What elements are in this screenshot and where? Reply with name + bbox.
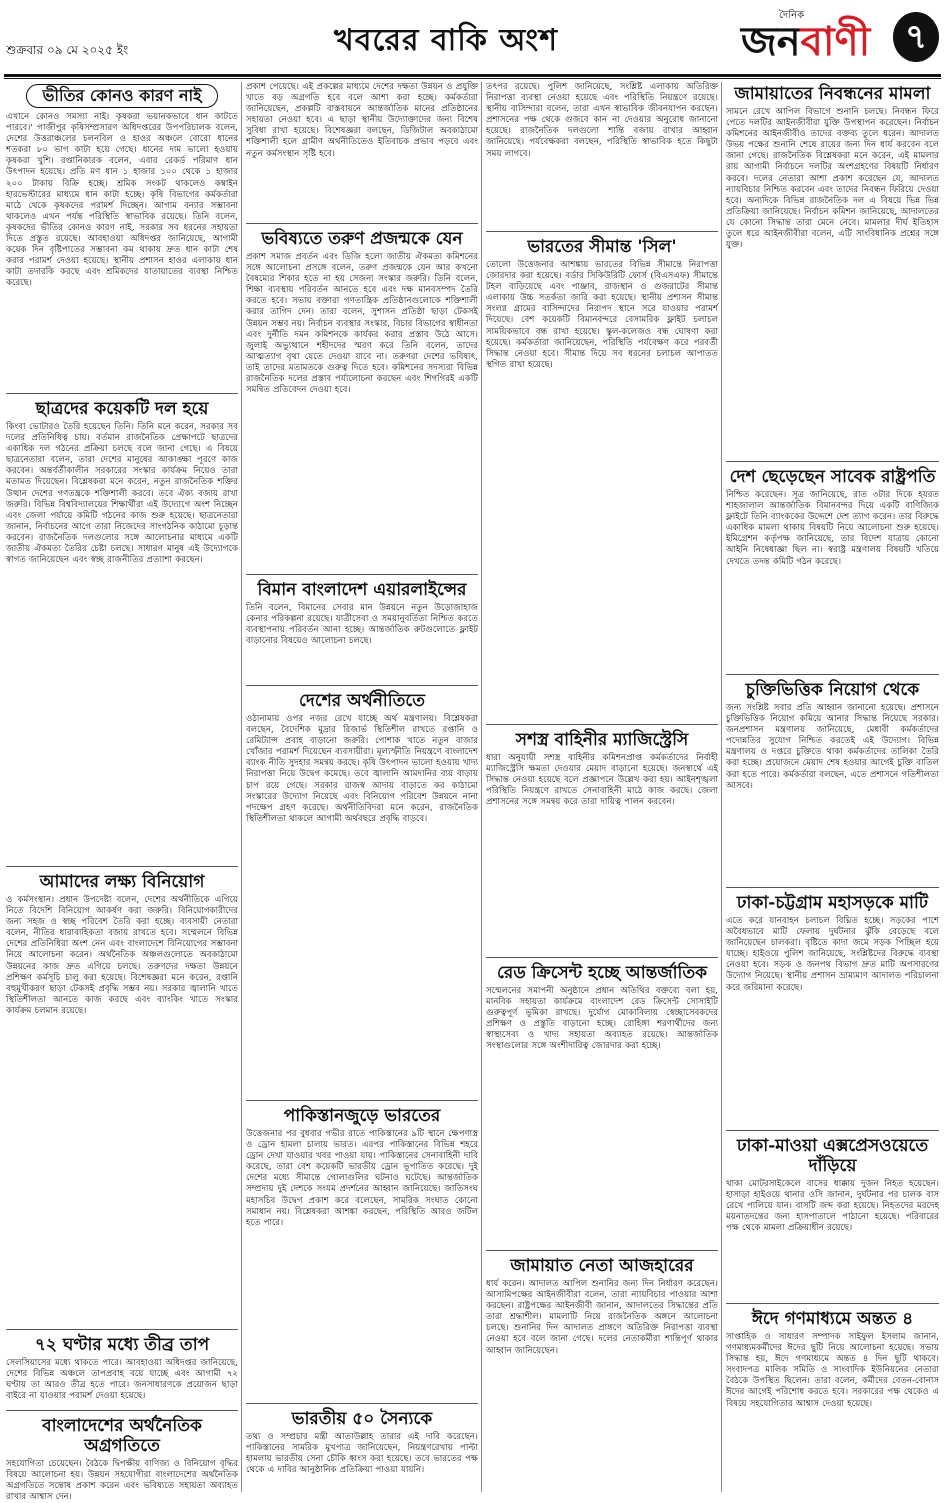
masthead-rule [4,74,941,77]
article [6,870,238,1330]
article-body: সামনে রেখে আপিল বিভাগে শুনানি চলছে। নিবন্ধন ফিরে পেতে দলটির আইনজীবীরা যুক্তি উপস্থাপন করেছেন। নির্বাচন কমিশনের আইনজীবীও তাদের বক্তব্য তুলে ধরেন। আদালত উভয় পক্ষের শুনানি শেষে রায়ের জন্য দিন ধার্য করবেন বলে জানা গেছে। রাজনৈতিক বিশ্লেষকরা মনে করেন, এই মামলার রায় আগামী নির্বাচনে দলটির অংশগ্রহণের বিষয়টি নির্ধারণ করবে। দলের নেতারা আশা প্রকাশ করেছেন যে, আদালত ন্যায়বিচার নিশ্চিত করবেন এবং তাদের নিবন্ধন ফিরিয়ে দেওয়া হবে। অন্যদিকে বিভিন্ন রাজনৈতিক দল এ বিষয়ে ভিন্ন ভিন্ন প্রতিক্রিয়া জানিয়েছে। নির্বাচন কমিশন জানিয়েছে, আদালতের যে কোনো সিদ্ধান্ত তারা মেনে নেবে। মামলার দীর্ঘ ইতিহাস তুলে ধরে আইনজীবীরা বলেন, এটি সাংবিধানিক প্রশ্নের সঙ্গে যুক্ত। [726,107,939,251]
article [486,961,718,1251]
masthead [4,4,941,74]
article-headline: ভারতীয় ৫০ সৈন্যকে [291,1409,433,1429]
article-headline: ভীতির কোনও কারণ নাই [26,84,218,108]
article-body: এতে করে যানবাহন চলাচল বিঘ্নিত হচ্ছে। সড়কের পাশে অবৈধভাবে মাটি ফেলায় দুর্ঘটনার ঝুঁকি বেড়েছে বলে জানিয়েছেন চালকরা। বৃষ্টিতে কাদা জমে সড়ক পিচ্ছিল হয়ে যাচ্ছে। হাইওয়ে পুলিশ জানিয়েছে, সংশ্লিষ্টদের বিরুদ্ধে ব্যবস্থা নেওয়া হবে। সড়ক ও জনপথ বিভাগ দ্রুত মাটি অপসারণের উদ্যোগ নিয়েছে। স্থানীয় প্রশাসন ভ্রাম্যমাণ আদালত পরিচালনা করে জরিমানা করেছে। [726,916,939,993]
column-4 [726,82,939,1495]
logo-daily-label: দৈনিক [779,10,805,21]
article [6,1414,238,1503]
article [246,689,478,1101]
article-headline: জামায়াত নেতা আজহারের [510,1256,694,1276]
article-body: তথ্য ও সম্প্রচার মন্ত্রী আতাউল্লাহ তারার এই দাবি করেছেন। পাকিস্তানের সামরিক মুখপাত্র জানিয়েছেন, নিয়ন্ত্রণরেখায় পাল্টা হামলায় ভারতীয় সেনা চৌকি ধ্বংস করা হয়েছে। তবে ভারতের পক্ষ থেকে এ দাবির আনুষ্ঠানিক প্রতিক্রিয়া পাওয়া যায়নি। [246,1432,478,1476]
article-headline: ঢাকা-চট্টগ্রাম মহাসড়কে মাটি [736,893,929,913]
article [486,82,718,232]
article-headline: ঈদে গণমাধ্যমে অন্তত ৪ [751,1309,914,1329]
article [246,82,478,224]
article-headline: রেড ক্রিসেন্ট হচ্ছে আন্তর্জাতিক [496,963,708,983]
article-headline: দেশের অর্থনীতিতে [299,691,425,711]
article-body: এখানে কোনও সমস্যা নাই। কৃষকরা ভয়ানকভাবে ধান কাটতে পারবে।' গাজীপুর কৃষিসম্প্রসারণ অধিদপ্তরের উপপরিচালক বলেন, দেশের উত্তরাঞ্চলের চলনবিল ও হাওর অঞ্চলে বোরো ধানের শতকরা ৮০ ভাগ কাটা হয়ে গেছে। ধানের দাম ভালো হওয়ায় কৃষকরা খুশি। রপ্তানিকারক বলেন, এবার রেকর্ড পরিমাণ ধান উৎপাদন হয়েছে। প্রতি মণ ধান ১ হাজার ১০০ থেকে ১ হাজার ২০০ টাকায় বিক্রি হচ্ছে। শ্রমিক সংকট থাকলেও কম্বাইন হারভেস্টারের মাধ্যমে ধান কাটা হচ্ছে। কৃষি বিভাগের কর্মকর্তারা মাঠে থেকে কৃষকদের পরামর্শ দিচ্ছেন। আগাম বন্যার সম্ভাবনা থাকলেও এখন পর্যন্ত পরিস্থিতি স্বাভাবিক রয়েছে। তিনি বলেন, কৃষকদের ভীতির কোনও কারণ নাই, সরকার সব ধরনের সহায়তা দিতে প্রস্তুত রয়েছে। আবহাওয়া অধিদপ্তর জানিয়েছে, আগামী কয়েক দিন বৃষ্টিপাতের সম্ভাবনা কম থাকায় দ্রুত ধান কাটা শেষ করার পরামর্শ দেওয়া হয়েছে। স্থানীয় প্রশাসন হাওর এলাকায় ধান কাটা তদারকি করছে এবং শ্রমিকদের যাতায়াতের ব্যবস্থা নিশ্চিত করেছে। [6,112,238,289]
article [486,1254,718,1490]
column-divider [241,82,242,1492]
article-body: ধারা অনুযায়ী সশস্ত্র বাহিনীর কমিশনপ্রাপ্ত কর্মকর্তাদের নির্বাহী ম্যাজিস্ট্রেসি ক্ষমতা দেওয়ার মেয়াদ বাড়ানো হয়েছে। জনস্বার্থে এই সিদ্ধান্ত নেওয়া হয়েছে বলে প্রজ্ঞাপনে উল্লেখ করা হয়। আইনশৃঙ্খলা পরিস্থিতি নিয়ন্ত্রণে রাখতে সেনাবাহিনী মাঠে কাজ করছে। জেলা প্রশাসনের সঙ্গে সমন্বয় করে তারা দায়িত্ব পালন করবেন। [486,753,718,808]
article [246,1407,478,1503]
article [6,1333,238,1411]
article-headline: ৭২ ঘণ্টার মধ্যে তীব্র তাপ [34,1335,210,1355]
article [486,728,718,958]
article [726,465,939,675]
article-headline: সশস্ত্র বাহিনীর ম্যাজিস্ট্রেসি [515,730,689,750]
article-headline: জামায়াতের নিবন্ধনের মামলা [734,84,931,104]
logo-wordmark [741,20,870,64]
article-headline: ভারতের সীমান্ত 'সিল' [527,237,677,257]
article-body: ও কর্মসংস্থান। প্রধান উপদেষ্টা বলেন, দেশের অর্থনীতিকে এগিয়ে নিতে বিদেশি বিনিয়োগ আকর্ষণ করা জরুরি। বিনিয়োগকারীদের জন্য সহজ ও স্বচ্ছ পরিবেশ তৈরি করা হচ্ছে। ব্যবসায়ী নেতারা বলেন, নীতির ধারাবাহিকতা বজায় রাখতে হবে। সম্মেলনে বিভিন্ন দেশের প্রতিনিধিরা অংশ নেন এবং বাংলাদেশে বিনিয়োগের সম্ভাবনা নিয়ে আলোচনা করেন। অর্থনৈতিক অঞ্চলগুলোতে অবকাঠামো উন্নয়নের কাজ দ্রুত এগিয়ে চলছে। তরুণদের দক্ষতা উন্নয়নে প্রশিক্ষণ কর্মসূচি চালু করা হয়েছে। বিশেষজ্ঞরা মনে করেন, রপ্তানি বহুমুখীকরণ ছাড়া টেকসই প্রবৃদ্ধি সম্ভব নয়। সরকার জ্বালানি খাতে স্থিতিশীলতা আনতে কাজ করছে এবং ব্যাংকিং খাতে সংস্কার কার্যক্রম চলমান রয়েছে। [6,895,238,1016]
article-body: নিশ্চিত করেছেন। সূত্র জানিয়েছে, রাত ৩টার দিকে হযরত শাহজালাল আন্তর্জাতিক বিমানবন্দর দিয়ে একটি বাণিজ্যিক ফ্লাইটে তিনি ব্যাংককের উদ্দেশে দেশ ত্যাগ করেন। তার বিরুদ্ধে একাধিক মামলা থাকায় বিষয়টি নিয়ে আলোচনা শুরু হয়েছে। ইমিগ্রেশন কর্তৃপক্ষ জানিয়েছে, তার বিদেশ যাত্রায় কোনো আইনি নিষেধাজ্ঞা ছিল না। স্বরাষ্ট্র মন্ত্রণালয় বিষয়টি খতিয়ে দেখতে তদন্ত কমিটি গঠন করেছে। [726,490,939,567]
column-1 [6,82,238,1503]
newspaper-logo [741,8,891,66]
article-headline: দেশ ছেড়েছেন সাবেক রাষ্ট্রপতি [729,467,936,487]
article-headline: বাংলাদেশের অর্থনৈতিক অগ্রগতিতে [42,1416,202,1456]
article [246,1104,478,1404]
article-headline: বিমান বাংলাদেশ এয়ারলাইন্সের [257,580,467,600]
article-headline: আমাদের লক্ষ্য বিনিয়োগ [39,872,205,892]
article-body: থাকা মোটরসাইকেলে বাসের ধাক্কায় দুজন নিহত হয়েছেন। হাসাড়া হাইওয়ে থানার ওসি জানান, দুর্ঘটনার পর চালক বাস রেখে পালিয়ে যান। বাসটি জব্দ করা হয়েছে। নিহতদের মরদেহ ময়নাতদন্তের জন্য হাসপাতালে পাঠানো হয়েছে। পরিবারের পক্ষ থেকে মামলা প্রক্রিয়াধীন রয়েছে। [726,1179,939,1234]
article-headline: পাকিস্তানজুড়ে ভারতের [283,1106,441,1126]
article [246,578,478,686]
article-body: তোলো উত্তেজনার আশঙ্কায় ভারতের বিভিন্ন সীমান্তে নিরাপত্তা জোরদার করা হয়েছে। বর্ডার সিকিউরিটি ফোর্স (বিএসএফ) সীমান্তে টহল বাড়িয়েছে এবং পাঞ্জাব, রাজস্থান ও গুজরাটের সীমান্ত এলাকায় উচ্চ সতর্কতা জারি করা হয়েছে। স্থানীয় প্রশাসন সীমান্ত সংলগ্ন গ্রামের বাসিন্দাদের নিরাপদ স্থানে সরে যাওয়ার পরামর্শ দিয়েছে। বেশ কয়েকটি বিমানবন্দরে বেসামরিক ফ্লাইট চলাচল সাময়িকভাবে বন্ধ রাখা হয়েছে। স্কুল-কলেজও বন্ধ ঘোষণা করা হয়েছে। কর্মকর্তারা জানিয়েছেন, পরিস্থিতি পর্যবেক্ষণ করে পরবর্তী সিদ্ধান্ত নেওয়া হবে। সীমান্ত দিয়ে সব ধরনের চলাচল আপাতত স্থগিত রাখা হয়েছে। [486,260,718,370]
article-body: ওঠানামায় ওপর নজর রেখে যাচ্ছে অর্থ মন্ত্রণালয়। বিশ্লেষকরা বলছেন, বৈদেশিক মুদ্রার রিজার্ভ স্থিতিশীল রাখতে রপ্তানি ও রেমিট্যান্স প্রবাহ বাড়ানো জরুরি। পোশাক খাতে নতুন বাজার খোঁজার পরামর্শ দিয়েছেন ব্যবসায়ীরা। মূল্যস্ফীতি নিয়ন্ত্রণে বাংলাদেশ ব্যাংক নীতি সুদহার সমন্বয় করছে। কৃষি উৎপাদন ভালো হওয়ায় খাদ্য নিরাপত্তা নিয়ে উদ্বেগ কমেছে। তবে জ্বালানি আমদানির ব্যয় বাড়ায় চাপ রয়ে গেছে। সরকার রাজস্ব আদায় বাড়াতে কর কাঠামো সংস্কারের উদ্যোগ নিয়েছে এবং বিনিয়োগ পরিবেশ উন্নয়নে নানা পদক্ষেপ গ্রহণ করেছে। অর্থনীতিবিদরা মনে করেন, রাজনৈতিক স্থিতিশীলতা থাকলে আগামী অর্থবছরে প্রবৃদ্ধি বাড়বে। [246,714,478,824]
article-body: উত্তেজনার পর বুধবার গভীর রাতে পাকিস্তানের ৯টি স্থানে ক্ষেপণাস্ত্র ও ড্রোন হামলা চালায় ভারত। এরপর পাকিস্তানের বিভিন্ন শহরে ড্রোন দেখা যাওয়ার খবর পাওয়া যায়। পাকিস্তানের সেনাবাহিনী দাবি করেছে, তারা বেশ কয়েকটি ভারতীয় ড্রোন ভূপাতিত করেছে। দুই দেশের মধ্যে সীমান্তে গোলাগুলির ঘটনাও ঘটেছে। আন্তর্জাতিক সম্প্রদায় দুই দেশকে সংযম প্রদর্শনের আহ্বান জানিয়েছে। জাতিসংঘ মহাসচিব উদ্বেগ প্রকাশ করে বলেছেন, সামরিক সংঘাত কোনো সমাধান নয়। বিশ্লেষকরা আশঙ্কা করছেন, পরিস্থিতি আরও জটিল হতে পারে। [246,1129,478,1228]
column-3 [486,82,718,1495]
article-body: ধার্য করেন। আদালত আপিল শুনানির জন্য দিন নির্ধারণ করেছেন। আসামিপক্ষের আইনজীবীরা বলেন, তারা ন্যায়বিচার পাওয়ার আশা করছেন। রাষ্ট্রপক্ষের আইনজীবী জানান, আদালতের সিদ্ধান্তের প্রতি তারা শ্রদ্ধাশীল। মামলাটি নিয়ে রাজনৈতিক অঙ্গনে আলোচনা চলছে। শুনানির দিন আদালত প্রাঙ্গণে অতিরিক্ত নিরাপত্তা ব্যবস্থা নেওয়া হবে বলে জানা গেছে। দলের নেতাকর্মীরা শান্তিপূর্ণ থাকার আহ্বান জানিয়েছেন। [486,1279,718,1356]
article-body: সহযোগিতা চেয়েছেন। বৈঠকে দ্বিপক্ষীয় বাণিজ্য ও বিনিয়োগ বৃদ্ধির বিষয়ে আলোচনা হয়। উন্নয়ন সহযোগীরা বাংলাদেশের অর্থনৈতিক অগ্রগতিতে সন্তোষ প্রকাশ করেন এবং ভবিষ্যতে সহায়তা অব্যাহত রাখার আশ্বাস দেন। [6,1459,238,1503]
article-headline: চুক্তিভিত্তিক নিয়োগ থেকে [745,680,920,700]
article [726,1307,939,1497]
article-headline: ছাত্রদের কয়েকটি দল হয়ে [35,399,209,419]
article [726,891,939,1131]
article-body: কিংবা ভোটারও তৈরি হয়েছেন তিনি। তিনি মনে করেন, সরকার সব দলের প্রতিনিধিত্ব চায়। বর্তমান রাজনৈতিক প্রেক্ষাপটে ছাত্রদের একাধিক দল গঠনের প্রক্রিয়া চলছে বলে জানা গেছে। এ বিষয়ে ছাত্রনেতারা বলেন, তারা দেশের মানুষের আকাঙ্ক্ষা পূরণে কাজ করবেন। অন্তর্বর্তীকালীন সরকারের সংস্কার কার্যক্রম নিয়েও তারা মতামত দিয়েছেন। বিশ্লেষকরা মনে করেন, নতুন রাজনৈতিক শক্তির উত্থান দেশের গণতন্ত্রকে শক্তিশালী করবে। তবে ঐক্য বজায় রাখা জরুরি। বিভিন্ন বিশ্ববিদ্যালয়ের শিক্ষার্থীরা এই উদ্যোগে অংশ নিচ্ছেন এবং জেলা পর্যায়ে কমিটি গঠনের কাজ শুরু হয়েছে। ছাত্রনেতারা জানান, নির্বাচনের আগে তারা নিজেদের সাংগঠনিক কাঠামো চূড়ান্ত করবেন। রাজনৈতিক দলগুলোর সঙ্গে আলোচনার মাধ্যমে একটি জাতীয় ঐকমত্য তৈরির চেষ্টা চলছে। সাধারণ মানুষ এই উদ্যোগকে স্বাগত জানিয়েছেন এবং স্বচ্ছ রাজনীতির প্রত্যাশা করছেন। [6,422,238,566]
logo-part-1: জন [741,19,801,65]
article-body: সেলসিয়াসের মধ্যে থাকতে পারে। আবহাওয়া অধিদপ্তর জানিয়েছে, দেশের বিভিন্ন অঞ্চলে তাপপ্রবাহ বয়ে যাচ্ছে এবং আগামী ৭২ ঘণ্টায় তা আরও তীব্র হতে পারে। জনসাধারণকে প্রয়োজন ছাড়া বাইরে না যাওয়ার পরামর্শ দেওয়া হয়েছে। [6,1358,238,1402]
issue-date: শুক্রবার ০৯ মে ২০২৫ ইং [6,43,129,57]
article [486,235,718,725]
column-divider [481,82,482,1492]
article-body: তিনি বলেন, বিমানের সেবার মান উন্নয়নে নতুন উড়োজাহাজ কেনার পরিকল্পনা রয়েছে। যাত্রীসেবা ও সময়ানুবর্তিতা নিশ্চিত করতে ব্যবস্থাপনায় পরিবর্তন আনা হচ্ছে। আন্তর্জাতিক রুটগুলোতে ফ্লাইট বাড়ানোর বিষয়েও আলোচনা চলছে। [246,603,478,647]
article-body: প্রকাশ সমাজ প্রবর্তন এবং ডিজি হলো জাতীয় ঐকমত্য কমিশনের সঙ্গে আলোচনা প্রসঙ্গে বলেন, তরুণ প্রজন্মকে যেন আর কখনো বৈষম্যের শিকার হতে না হয় সেজন্য সংস্কার জরুরি। তিনি বলেন, শিক্ষা ব্যবস্থায় পরিবর্তন আনতে হবে এবং দক্ষ মানবসম্পদ তৈরি করতে হবে। সভায় বক্তারা গণতান্ত্রিক প্রতিষ্ঠানগুলোকে শক্তিশালী করার তাগিদ দেন। তারা বলেন, সুশাসন প্রতিষ্ঠা ছাড়া টেকসই উন্নয়ন সম্ভব নয়। নির্বাচন ব্যবস্থার সংস্কার, বিচার বিভাগের স্বাধীনতা এবং দুর্নীতি দমন কমিশনকে কার্যকর করার প্রস্তাব উঠে আসে। জুলাই অভ্যুত্থানে শহীদদের স্মরণ করে তিনি বলেন, তাদের আত্মত্যাগ বৃথা যেতে দেওয়া যাবে না। তরুণরা দেশের ভবিষ্যৎ, তাই তাদের মতামতকে গুরুত্ব দিতে হবে। কমিশনের সদস্যরা বিভিন্ন রাজনৈতিক দলের প্রস্তাব পর্যালোচনা করছেন এবং শিগগিরই একটি সমন্বিত প্রতিবেদন দেওয়া হবে। [246,252,478,396]
article-body: প্রকাশ পেয়েছে। এই প্রকল্পের মাধ্যমে দেশের দক্ষতা উন্নয়ন ও প্রযুক্তি খাতে বড় অগ্রগতি হবে বলে আশা করা হচ্ছে। কর্মকর্তারা জানিয়েছেন, প্রকল্পটি বাস্তবায়নে আন্তর্জাতিক মানের প্রতিষ্ঠানের সহায়তা নেওয়া হবে। এ ছাড়া স্থানীয় উদ্যোক্তাদের জন্য বিশেষ সুবিধা রাখা হয়েছে। বিশেষজ্ঞরা বলছেন, ডিজিটাল অবকাঠামো শক্তিশালী হলে গ্রামীণ অর্থনীতিতেও ইতিবাচক প্রভাব পড়বে এবং নতুন কর্মসংস্থান সৃষ্টি হবে। [246,82,478,159]
column-divider [721,82,722,1492]
article-body: তৎপর রয়েছে। পুলিশ জানিয়েছে, সংশ্লিষ্ট এলাকায় অতিরিক্ত নিরাপত্তা ব্যবস্থা নেওয়া হয়েছে এবং পরিস্থিতি নিয়ন্ত্রণে রয়েছে। স্থানীয় বাসিন্দারা বলেন, তারা এখন স্বাভাবিক জীবনযাপন করছেন। প্রশাসনের পক্ষ থেকে গুজবে কান না দেওয়ার অনুরোধ জানানো হয়েছে। রাজনৈতিক দলগুলো শান্তি বজায় রাখার আহ্বান জানিয়েছে। পর্যবেক্ষকরা বলছেন, পরিস্থিতি স্বাভাবিক হতে কিছুটা সময় লাগবে। [486,82,718,159]
logo-part-2: বাণী [800,19,871,65]
page-number-badge: ৭ [893,12,939,62]
article [6,84,238,394]
article [246,227,478,575]
section-title: খবরের বাকি অংশ [334,23,558,58]
article [6,397,238,867]
article-headline: ঢাকা-মাওয়া এক্সপ্রেসওয়েতে দাঁড়িয়ে [736,1136,929,1176]
masthead-rule-thin [4,78,941,79]
article-headline: ভবিষ্যতে তরুণ প্রজন্মকে যেন [261,229,463,249]
article [726,678,939,888]
column-2 [246,82,478,1492]
article-body: সাপ্তাহিক ও সাধারণ সম্পাদক সাইফুল ইসলাম জানান, গণমাধ্যমকর্মীদের ঈদের ছুটি নিয়ে আলোচনা হয়েছে। সভায় সিদ্ধান্ত হয়, ঈদে গণমাধ্যমে অন্তত ৪ দিন ছুটি থাকবে। সংবাদপত্র মালিক সমিতি ও সাংবাদিক ইউনিয়নের নেতারা বৈঠকে উপস্থিত ছিলেন। তারা বলেন, কর্মীদের বেতন-বোনাস ঈদের আগেই পরিশোধ করতে হবে। সরকারের পক্ষ থেকেও এ বিষয়ে সহযোগিতার আশ্বাস দেওয়া হয়েছে। [726,1332,939,1409]
article [726,1134,939,1304]
article-body: জন্য সংশ্লিষ্ট সবার প্রতি আহ্বান জানানো হয়েছে। প্রশাসনে চুক্তিভিত্তিক নিয়োগ কমিয়ে আনার সিদ্ধান্ত নিয়েছে সরকার। জনপ্রশাসন মন্ত্রণালয় জানিয়েছে, মেধাবী কর্মকর্তাদের পদোন্নতির সুযোগ নিশ্চিত করতেই এই উদ্যোগ। বিভিন্ন মন্ত্রণালয় ও দপ্তরে চুক্তিতে থাকা কর্মকর্তাদের তালিকা তৈরি করা হচ্ছে। প্রয়োজনে মেয়াদ শেষ হওয়ার আগেই চুক্তি বাতিল করা হতে পারে। কর্মকর্তারা বলছেন, এতে প্রশাসনে গতিশীলতা আসবে। [726,703,939,791]
article [726,82,939,462]
article-body: সম্মেলনের সমাপনী অনুষ্ঠানে প্রধান অতিথির বক্তব্যে বলা হয়, মানবিক সহায়তা কার্যক্রমে বাংলাদেশ রেড ক্রিসেন্ট সোসাইটি গুরুত্বপূর্ণ ভূমিকা রাখছে। দুর্যোগ মোকাবিলায় স্বেচ্ছাসেবকদের প্রশিক্ষণ ও প্রস্তুতি বাড়ানো হচ্ছে। রোহিঙ্গা শরণার্থীদের জন্য স্বাস্থ্যসেবা ও খাদ্য সহায়তা অব্যাহত রয়েছে। আন্তর্জাতিক সংস্থাগুলোর সঙ্গে অংশীদারিত্ব জোরদার করা হচ্ছে। [486,986,718,1052]
